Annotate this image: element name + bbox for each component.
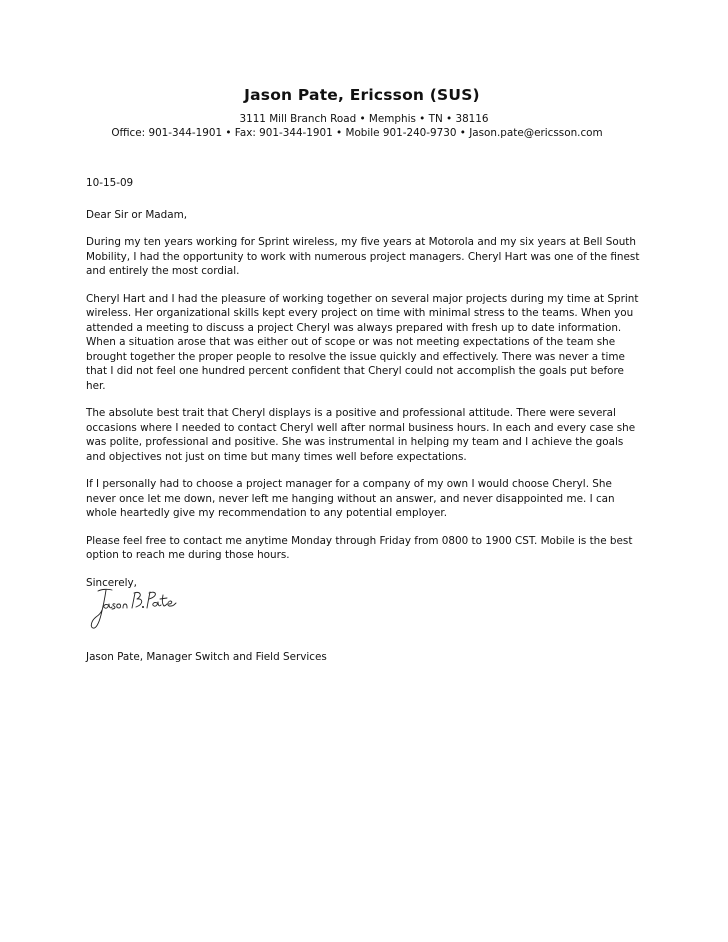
closing: Sincerely, — [86, 576, 137, 589]
handwritten-signature — [88, 583, 184, 635]
paragraph-4: If I personally had to choose a project manager for a company of my own I would choose Cheryl. She never once let me down, never left me hanging without an answer, and never disappointed me. I can whole heartedly give my recommendation to any potential employer. — [86, 478, 615, 519]
paragraph-2: Cheryl Hart and I had the pleasure of working together on several major projects during my time at Sprint wireless. Her organizational skills kept every project on time with minimal stress to the teams. When you attended a meeting to discuss a project Cheryl was always prepared with fresh up to date information. When a situation arose that was either out of scope or was not meeting expectations of the team she brought together the proper people to resolve the issue quickly and effectively. There was never a time that I did not feel one hundred percent confident that Cheryl could not accomplish the goals put before her. — [86, 292, 639, 392]
paragraph-5: Please feel free to contact me anytime Monday through Friday from 0800 to 1900 CST. Mobile is the best option to reach me during those hours. — [86, 534, 633, 561]
letter-body — [86, 176, 642, 590]
sender-contact: Office: 901-344-1901 • Fax: 901-344-1901 • Mobile 901-240-9730 • Jason.pate@ericsson.com — [111, 127, 603, 139]
letterhead — [0, 86, 728, 140]
sender-address: 3111 Mill Branch Road • Memphis • TN • 38116 — [239, 113, 489, 125]
paragraph-1: During my ten years working for Sprint wireless, my five years at Motorola and my six years at Bell South Mobility, I had the opportunity to work with numerous project managers. Cheryl Hart was one of the finest and entirely the most cordial. — [86, 236, 640, 277]
sender-name: Jason Pate, Ericsson (SUS) — [244, 86, 480, 104]
paragraph-3: The absolute best trait that Cheryl displays is a positive and professional attitude. There were several occasions where I needed to contact Cheryl well after normal business hours. In each and every case she was polite, professional and positive. She was instrumental in helping my team and I achieve the goals and objectives not just on time but many times well before expectations. — [86, 407, 636, 463]
signer-name-title: Jason Pate, Manager Switch and Field Services — [86, 651, 327, 663]
letter-date: 10-15-09 — [86, 177, 134, 189]
salutation: Dear Sir or Madam, — [86, 208, 188, 221]
